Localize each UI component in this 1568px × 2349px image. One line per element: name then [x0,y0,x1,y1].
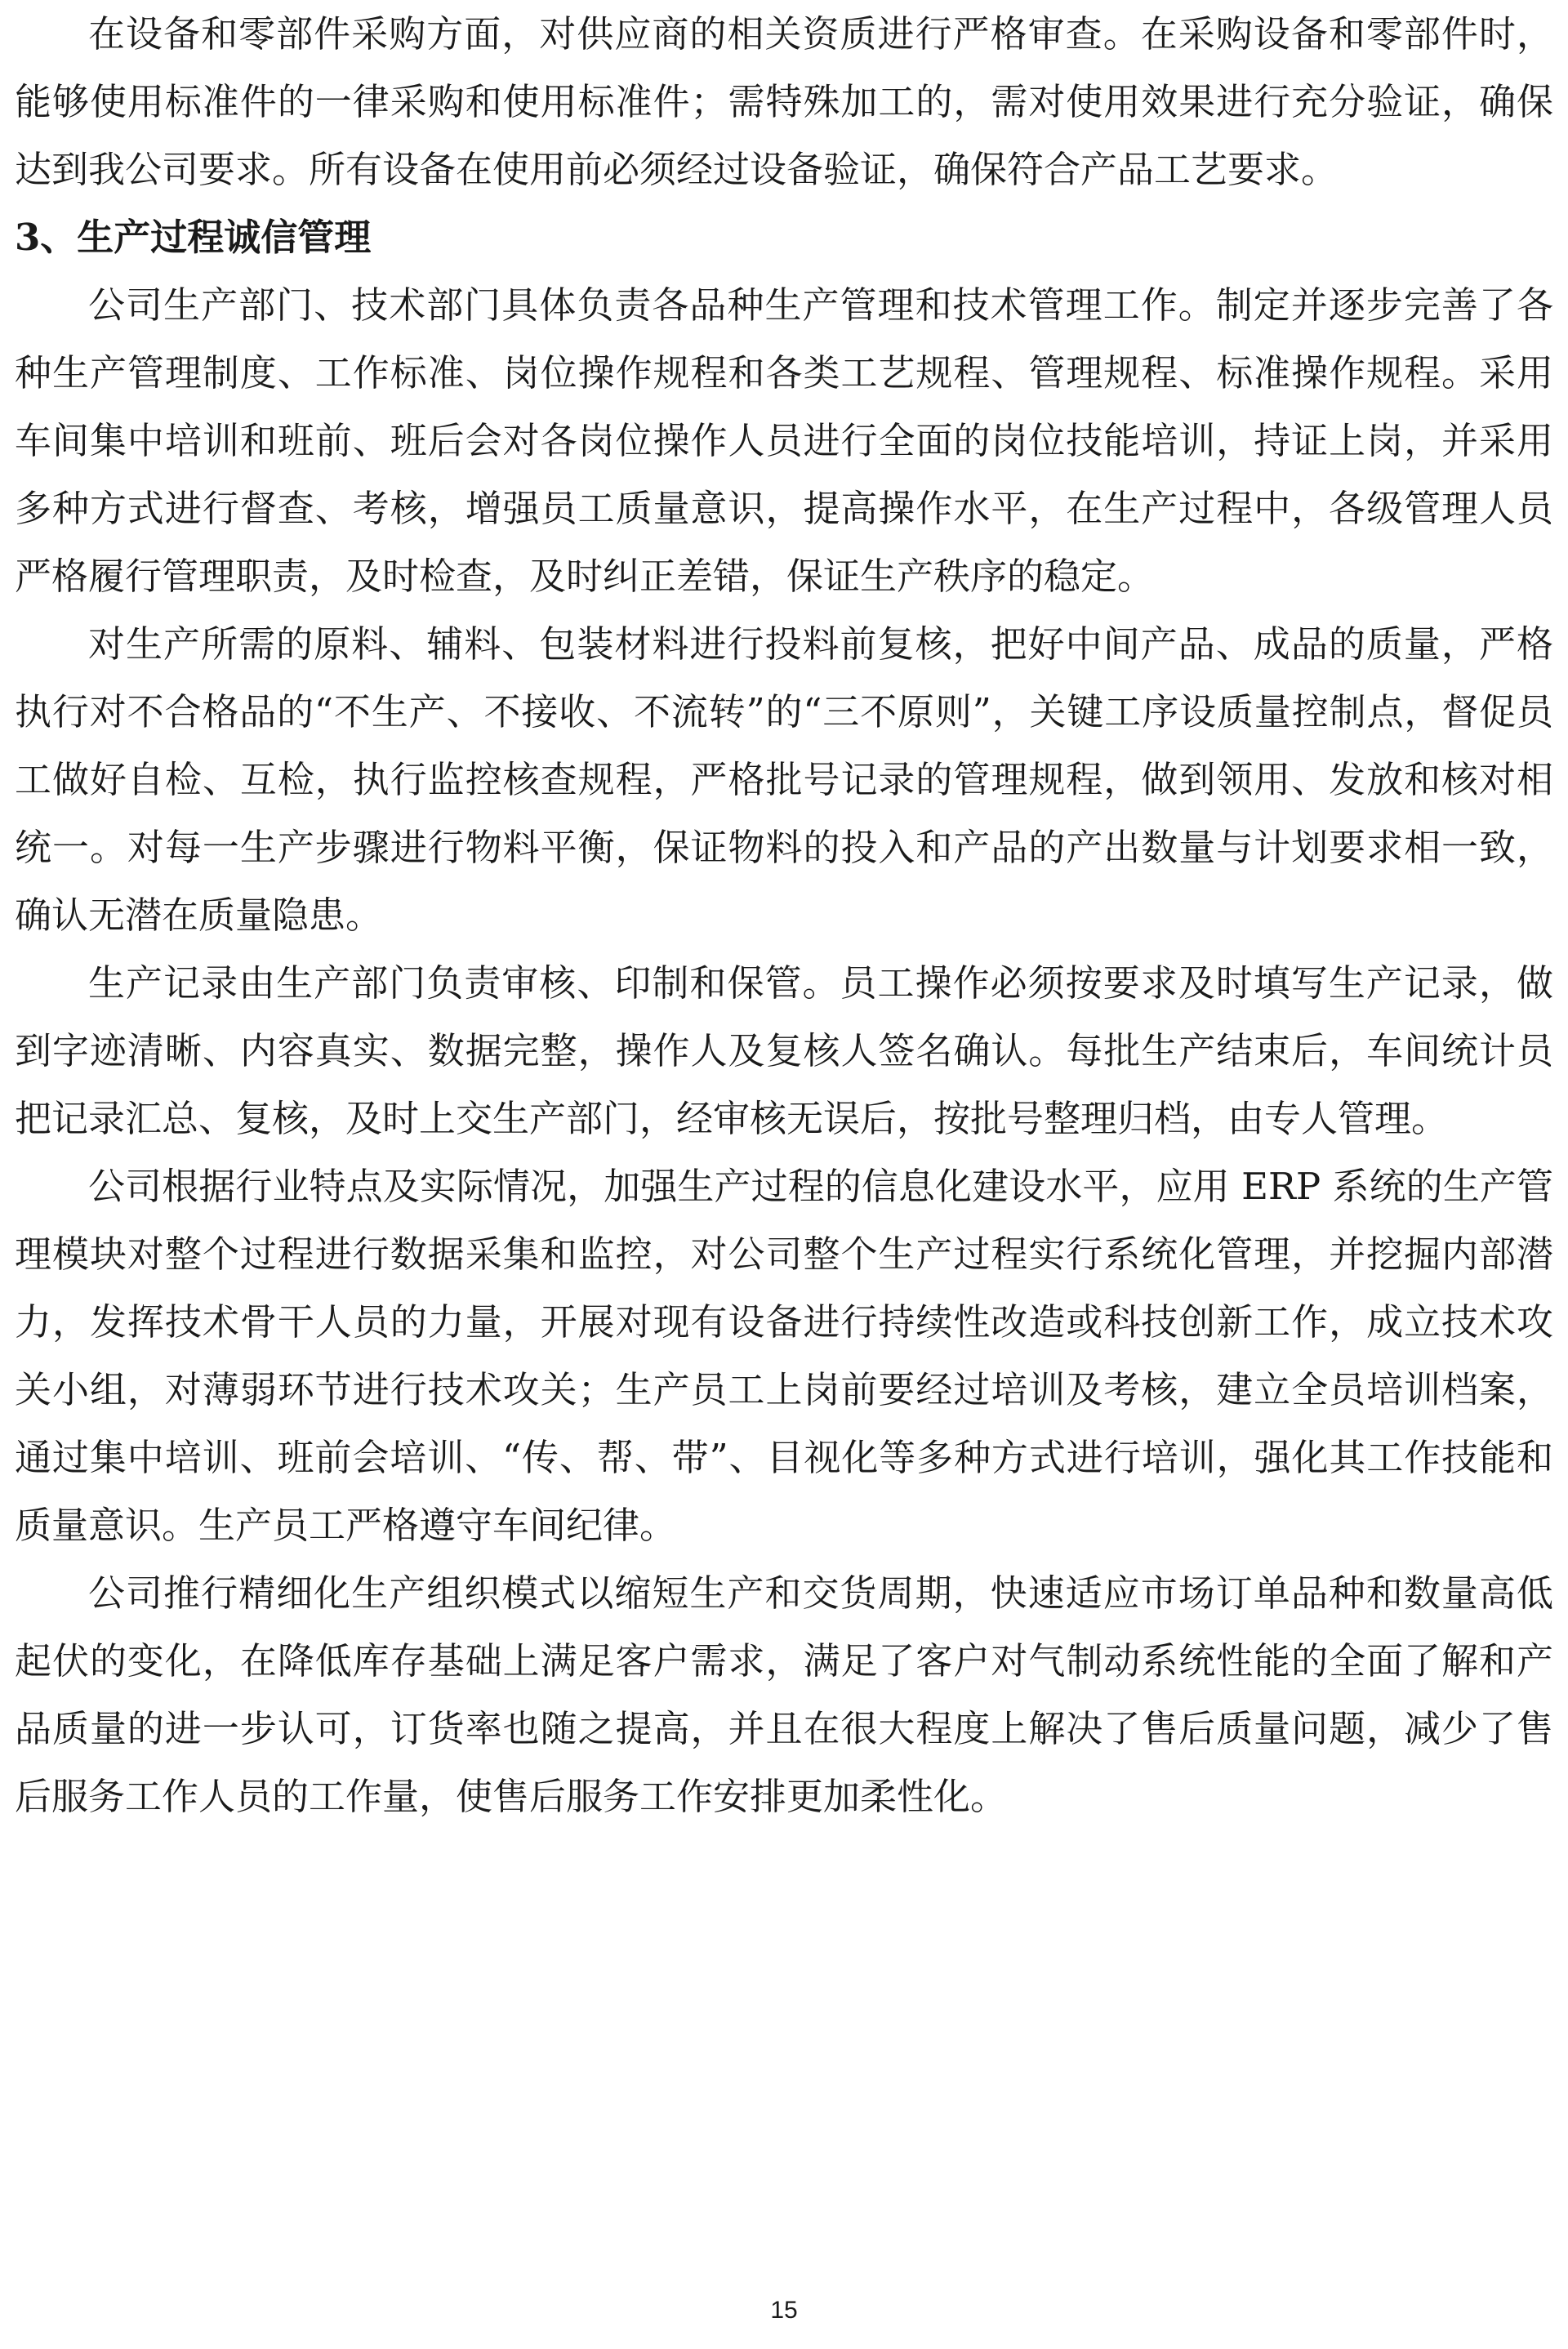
paragraph-production-management: 公司生产部门、技术部门具体负责各品种生产管理和技术管理工作。制定并逐步完善了各种生产管理制度、工作标准、岗位操作规程和各类工艺规程、管理规程、标准操作规程。采用车间集中培训和班前、班后会对各岗位操作人员进行全面的岗位技能培训，持证上岗，并采用多种方式进行督查、考核，增强员工质量意识，提高操作水平，在生产过程中，各级管理人员严格履行管理职责，及时检查，及时纠正差错，保证生产秩序的稳定。 [15,283,1553,598]
paragraph-informatization: 公司根据行业特点及实际情况，加强生产过程的信息化建设水平，应用 ERP 系统的生产管理模块对整个过程进行数据采集和监控，对公司整个生产过程实行系统化管理，并挖掘内部潜力，发挥技术骨干人员的力量，开展对现有设备进行持续性改造或科技创新工作，成立技术攻关小组，对薄弱环节进行技术攻关；生产员工上岗前要经过培训及考核，建立全员培训档案，通过集中培训、班前会培训、“传、帮、带”、目视化等多种方式进行培训，强化其工作技能和质量意识。生产员工严格遵守车间纪律。 [15,1165,1553,1547]
document-body [15,0,1553,1830]
paragraph-lean-production: 公司推行精细化生产组织模式以缩短生产和交货周期，快速适应市场订单品种和数量高低起伏的变化，在降低库存基础上满足客户需求，满足了客户对气制动系统性能的全面了解和产品质量的进一步认可，订货率也随之提高，并且在很大程度上解决了售后质量问题，减少了售后服务工作人员的工作量，使售后服务工作安排更加柔性化。 [15,1571,1553,1818]
section-heading: 3、生产过程诚信管理 [15,216,372,259]
paragraph-procurement: 在设备和零部件采购方面，对供应商的相关资质进行严格审查。在采购设备和零部件时，能够使用标准件的一律采购和使用标准件；需特殊加工的，需对使用效果进行充分验证，确保达到我公司要求。所有设备在使用前必须经过设备验证，确保符合产品工艺要求。 [15,12,1553,191]
document-page [15,0,1553,2349]
page-number: 15 [770,2297,798,2324]
paragraph-production-records: 生产记录由生产部门负责审核、印制和保管。员工操作必须按要求及时填写生产记录，做到字迹清晰、内容真实、数据完整，操作人及复核人签名确认。每批生产结束后，车间统计员把记录汇总、复核，及时上交生产部门，经审核无误后，按批号整理归档，由专人管理。 [15,961,1553,1140]
paragraph-material-review: 对生产所需的原料、辅料、包装材料进行投料前复核，把好中间产品、成品的质量，严格执行对不合格品的“不生产、不接收、不流转”的“三不原则”，关键工序设质量控制点，督促员工做好自检、互检，执行监控核查规程，严格批号记录的管理规程，做到领用、发放和核对相统一。对每一生产步骤进行物料平衡，保证物料的投入和产品的产出数量与计划要求相一致，确认无潜在质量隐患。 [15,622,1553,937]
